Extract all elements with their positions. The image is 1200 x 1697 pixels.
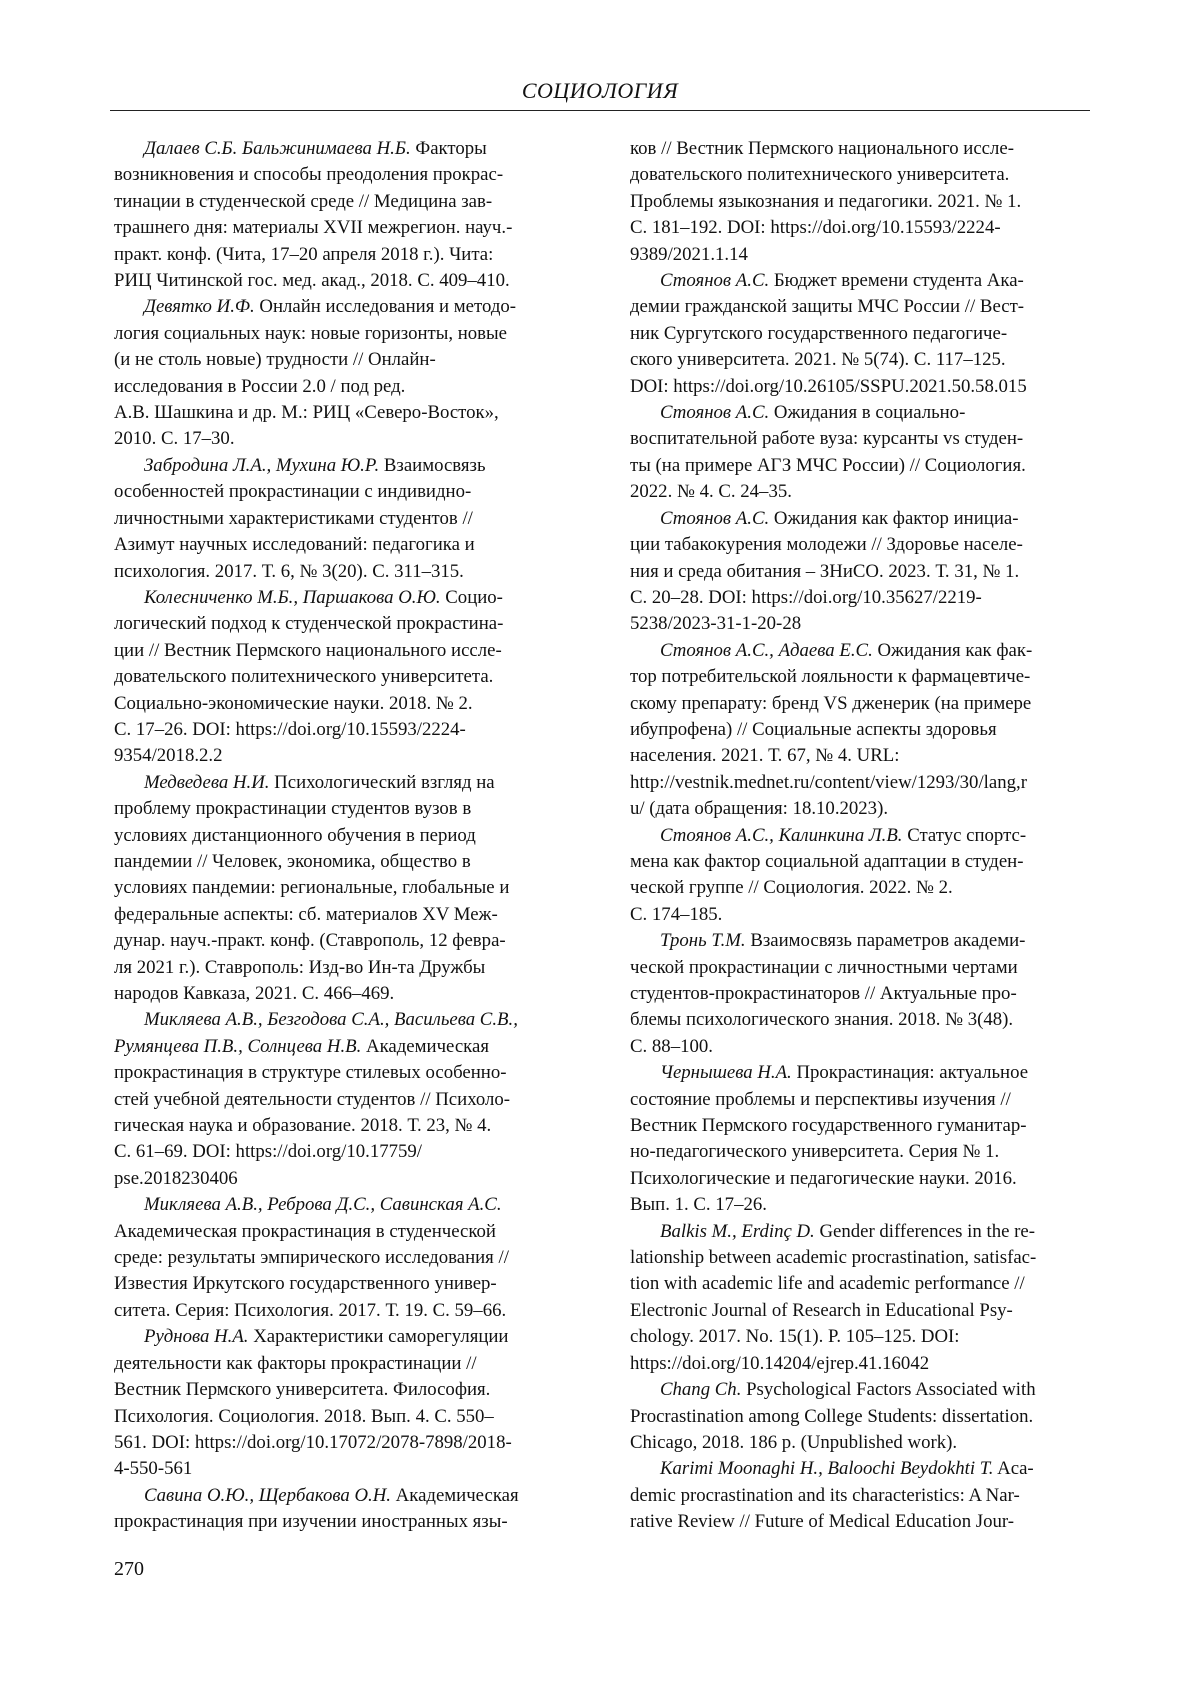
- page-number: 270: [114, 1558, 144, 1581]
- reference-line: прокрастинация при изучении иностранных язы-: [114, 1509, 574, 1535]
- reference-line: http://vestnik.mednet.ru/content/view/1293/30/lang,r: [630, 770, 1092, 796]
- reference-line: С. 17–26. DOI: https://doi.org/10.15593/2224-: [114, 717, 574, 743]
- reference-line: pse.2018230406: [114, 1166, 574, 1192]
- reference-line: ник Сургутского государственного педагогиче-: [630, 321, 1092, 347]
- reference-line: довательского политехнического университета.: [630, 162, 1092, 188]
- reference-entry: [114, 770, 574, 1008]
- reference-line: тинации в студенческой среде // Медицина зав-: [114, 189, 574, 215]
- reference-author: Медведева Н.И.: [144, 772, 269, 793]
- reference-line: Известия Иркутского государственного универ-: [114, 1271, 574, 1297]
- reference-line: А.В. Шашкина и др. М.: РИЦ «Северо-Восток»,: [114, 400, 574, 426]
- reference-line: Вестник Пермского университета. Философия.: [114, 1377, 574, 1403]
- reference-line: довательского политехнического университета.: [114, 664, 574, 690]
- reference-entry: [630, 1377, 1092, 1456]
- reference-line: Далаев С.Б. Бальжинимаева Н.Б. Факторы: [114, 136, 574, 162]
- reference-entry: [630, 1456, 1092, 1535]
- reference-line: демии гражданской защиты МЧС России // Вест-: [630, 294, 1092, 320]
- reference-line: гическая наука и образование. 2018. Т. 23, № 4.: [114, 1113, 574, 1139]
- reference-line: ния и среда обитания – ЗНиСО. 2023. Т. 31, № 1.: [630, 559, 1092, 585]
- reference-line: https://doi.org/10.14204/ejrep.41.16042: [630, 1351, 1092, 1377]
- reference-line: прокрастинация в структуре стилевых особенно-: [114, 1060, 574, 1086]
- reference-line: Chang Ch. Psychological Factors Associated with: [630, 1377, 1092, 1403]
- reference-entry: [630, 1060, 1092, 1218]
- reference-line: Колесниченко М.Б., Паршакова О.Ю. Социо-: [114, 585, 574, 611]
- reference-line: chology. 2017. No. 15(1). P. 105–125. DOI:: [630, 1324, 1092, 1350]
- reference-line: практ. конф. (Чита, 17–20 апреля 2018 г.). Чита:: [114, 242, 574, 268]
- reference-entry: [630, 400, 1092, 506]
- reference-line: Забродина Л.А., Мухина Ю.Р. Взаимосвязь: [114, 453, 574, 479]
- reference-line: rative Review // Future of Medical Education Jour-: [630, 1509, 1092, 1535]
- reference-author: Колесниченко М.Б., Паршакова О.Ю.: [144, 587, 441, 608]
- reference-line: demic procrastination and its characteristics: A Nar-: [630, 1483, 1092, 1509]
- reference-entry: [114, 1192, 574, 1324]
- reference-line: населения. 2021. Т. 67, № 4. URL:: [630, 743, 1092, 769]
- reference-line: психология. 2017. Т. 6, № 3(20). С. 311–315.: [114, 559, 574, 585]
- reference-entry: [630, 268, 1092, 400]
- reference-line: Вестник Пермского государственного гуманитар-: [630, 1113, 1092, 1139]
- reference-author: Чернышева Н.А.: [660, 1062, 792, 1083]
- reference-line: возникновения и способы преодоления прокрас-: [114, 162, 574, 188]
- reference-line: ля 2021 г.). Ставрополь: Изд-во Ин-та Дружбы: [114, 955, 574, 981]
- reference-line: Чернышева Н.А. Прокрастинация: актуальное: [630, 1060, 1092, 1086]
- reference-entry: [630, 1219, 1092, 1377]
- reference-entry: [630, 928, 1092, 1060]
- reference-line: дунар. науч.-практ. конф. (Ставрополь, 12 феврa-: [114, 928, 574, 954]
- reference-line: Стоянов А.С., Калинкина Л.В. Статус спортс-: [630, 823, 1092, 849]
- reference-line: особенностей прокрастинации с индивидно-: [114, 479, 574, 505]
- reference-line: ибупрофена) // Социальные аспекты здоровья: [630, 717, 1092, 743]
- reference-line: Electronic Journal of Research in Educational Psy-: [630, 1298, 1092, 1324]
- reference-line: 2022. № 4. С. 24–35.: [630, 479, 1092, 505]
- right-column: [630, 136, 1092, 1536]
- reference-line: Chicago, 2018. 186 p. (Unpublished work).: [630, 1430, 1092, 1456]
- reference-line: деятельности как факторы прокрастинации //: [114, 1351, 574, 1377]
- reference-line: Balkis M., Erdinç D. Gender differences in the re-: [630, 1219, 1092, 1245]
- reference-line: Стоянов А.С. Ожидания в социально-: [630, 400, 1092, 426]
- reference-line: Девятко И.Ф. Онлайн исследования и методо-: [114, 294, 574, 320]
- reference-line: С. 181–192. DOI: https://doi.org/10.15593/2224-: [630, 215, 1092, 241]
- reference-line: u/ (дата обращения: 18.10.2023).: [630, 796, 1092, 822]
- reference-author: Стоянов А.С.: [660, 402, 769, 423]
- reference-line: условиях пандемии: региональные, глобальные и: [114, 875, 574, 901]
- reference-line: Академическая прокрастинация в студенческой: [114, 1219, 574, 1245]
- reference-line: 9354/2018.2.2: [114, 743, 574, 769]
- reference-line: логический подход к студенческой прокрастина-: [114, 611, 574, 637]
- reference-line: Савина О.Ю., Щербакова О.Н. Академическая: [114, 1483, 574, 1509]
- reference-line: Румянцева П.В., Солнцева Н.В. Академическая: [114, 1034, 574, 1060]
- reference-entry: [114, 136, 574, 294]
- reference-line: Стоянов А.С. Ожидания как фактор инициа-: [630, 506, 1092, 532]
- reference-line: DOI: https://doi.org/10.26105/SSPU.2021.50.58.015: [630, 374, 1092, 400]
- reference-author: Стоянов А.С., Калинкина Л.В.: [660, 825, 903, 846]
- reference-line: условиях дистанционного обучения в период: [114, 823, 574, 849]
- reference-author: Karimi Moonaghi H., Baloochi Beydokhti T.: [660, 1458, 994, 1479]
- reference-line: но-педагогического университета. Серия № 1.: [630, 1139, 1092, 1165]
- reference-line: Социально-экономические науки. 2018. № 2.: [114, 691, 574, 717]
- reference-line: тор потребительской лояльности к фармацевтиче-: [630, 664, 1092, 690]
- reference-author: Chang Ch.: [660, 1379, 741, 1400]
- reference-line: Психология. Социология. 2018. Вып. 4. С. 550–: [114, 1404, 574, 1430]
- reference-line: ков // Вестник Пермского национального иссле-: [630, 136, 1092, 162]
- reference-author: Микляева А.В., Реброва Д.С., Савинская А.С.: [144, 1194, 502, 1215]
- reference-line: Проблемы языкознания и педагогики. 2021. № 1.: [630, 189, 1092, 215]
- reference-line: ческой прокрастинации с личностными чертами: [630, 955, 1092, 981]
- reference-line: личностными характеристиками студентов //: [114, 506, 574, 532]
- reference-entry: [630, 136, 1092, 268]
- reference-author: Микляева А.В., Безгодова С.А., Васильева С.В.,: [144, 1009, 518, 1030]
- reference-entry: [114, 294, 574, 452]
- reference-line: С. 20–28. DOI: https://doi.org/10.35627/2219-: [630, 585, 1092, 611]
- reference-line: пандемии // Человек, экономика, общество в: [114, 849, 574, 875]
- reference-author: Савина О.Ю., Щербакова О.Н.: [144, 1485, 391, 1506]
- reference-line: стей учебной деятельности студентов // Психоло-: [114, 1087, 574, 1113]
- reference-entry: [114, 1324, 574, 1482]
- reference-line: Karimi Moonaghi H., Baloochi Beydokhti T. Aca-: [630, 1456, 1092, 1482]
- reference-line: Медведева Н.И. Психологический взгляд на: [114, 770, 574, 796]
- reference-line: исследования в России 2.0 / под ред.: [114, 374, 574, 400]
- reference-line: 561. DOI: https://doi.org/10.17072/2078-7898/2018-: [114, 1430, 574, 1456]
- reference-line: Стоянов А.С. Бюджет времени студента Ака-: [630, 268, 1092, 294]
- reference-author: Balkis M., Erdinç D.: [660, 1221, 815, 1242]
- reference-line: С. 88–100.: [630, 1034, 1092, 1060]
- running-head: СОЦИОЛОГИЯ: [0, 78, 1200, 104]
- reference-line: Стоянов А.С., Адаева Е.С. Ожидания как фак-: [630, 638, 1092, 664]
- reference-entry: [114, 1483, 574, 1536]
- reference-line: [114, 1007, 574, 1033]
- reference-entry: [630, 506, 1092, 638]
- reference-line: народов Кавказа, 2021. С. 466–469.: [114, 981, 574, 1007]
- reference-author: Далаев С.Б. Бальжинимаева Н.Б.: [144, 138, 411, 159]
- reference-line: воспитательной работе вуза: курсанты vs студен-: [630, 426, 1092, 452]
- reference-entry: [630, 638, 1092, 823]
- reference-author: Руднова Н.А.: [144, 1326, 249, 1347]
- reference-line: Вып. 1. С. 17–26.: [630, 1192, 1092, 1218]
- reference-line: Азимут научных исследований: педагогика и: [114, 532, 574, 558]
- reference-line: ситета. Серия: Психология. 2017. Т. 19. С. 59–66.: [114, 1298, 574, 1324]
- reference-line: скому препарату: бренд VS дженерик (на примере: [630, 691, 1092, 717]
- reference-line: Procrastination among College Students: dissertation.: [630, 1404, 1092, 1430]
- reference-line: 2010. С. 17–30.: [114, 426, 574, 452]
- reference-line: проблему прокрастинации студентов вузов в: [114, 796, 574, 822]
- reference-line: федеральные аспекты: сб. материалов XV Меж-: [114, 902, 574, 928]
- reference-line: tion with academic life and academic performance //: [630, 1271, 1092, 1297]
- reference-line: Руднова Н.А. Характеристики саморегуляции: [114, 1324, 574, 1350]
- reference-line: трашнего дня: материалы XVII межрегион. науч.-: [114, 215, 574, 241]
- reference-line: 4-550-561: [114, 1456, 574, 1482]
- reference-author: Стоянов А.С.: [660, 508, 769, 529]
- reference-line: блемы психологического знания. 2018. № 3(48).: [630, 1007, 1092, 1033]
- reference-line: студентов-прокрастинаторов // Актуальные про-: [630, 981, 1092, 1007]
- reference-line: состояние проблемы и перспективы изучения //: [630, 1087, 1092, 1113]
- reference-author: Тронь Т.М.: [660, 930, 746, 951]
- reference-line: мена как фактор социальной адаптации в студен-: [630, 849, 1092, 875]
- reference-line: ского университета. 2021. № 5(74). С. 117–125.: [630, 347, 1092, 373]
- left-column: [114, 136, 574, 1536]
- reference-line: ческой группе // Социология. 2022. № 2.: [630, 875, 1092, 901]
- reference-line: логия социальных наук: новые горизонты, новые: [114, 321, 574, 347]
- reference-line: среде: результаты эмпирического исследования //: [114, 1245, 574, 1271]
- reference-line: Психологические и педагогические науки. 2016.: [630, 1166, 1092, 1192]
- reference-line: (и не столь новые) трудности // Онлайн-: [114, 347, 574, 373]
- reference-line: ции // Вестник Пермского национального иссле-: [114, 638, 574, 664]
- reference-entry: [114, 1007, 574, 1192]
- reference-line: Тронь Т.М. Взаимосвязь параметров академи-: [630, 928, 1092, 954]
- reference-line: ты (на примере АГЗ МЧС России) // Социология.: [630, 453, 1092, 479]
- reference-line: 9389/2021.1.14: [630, 242, 1092, 268]
- reference-author: Стоянов А.С.: [660, 270, 769, 291]
- reference-author: Девятко И.Ф.: [144, 296, 255, 317]
- reference-line: lationship between academic procrastination, satisfac-: [630, 1245, 1092, 1271]
- header-rule: [110, 110, 1090, 111]
- reference-entry: [114, 453, 574, 585]
- reference-entry: [114, 585, 574, 770]
- reference-line: ции табакокурения молодежи // Здоровье населе-: [630, 532, 1092, 558]
- reference-line: С. 174–185.: [630, 902, 1092, 928]
- reference-author: Забродина Л.А., Мухина Ю.Р.: [144, 455, 379, 476]
- reference-line: С. 61–69. DOI: https://doi.org/10.17759/: [114, 1139, 574, 1165]
- reference-line: 5238/2023-31-1-20-28: [630, 611, 1092, 637]
- reference-author: Румянцева П.В., Солнцева Н.В.: [114, 1036, 361, 1057]
- reference-entry: [630, 823, 1092, 929]
- reference-author: Стоянов А.С., Адаева Е.С.: [660, 640, 873, 661]
- reference-line: РИЦ Читинской гос. мед. акад., 2018. С. 409–410.: [114, 268, 574, 294]
- reference-line: [114, 1192, 574, 1218]
